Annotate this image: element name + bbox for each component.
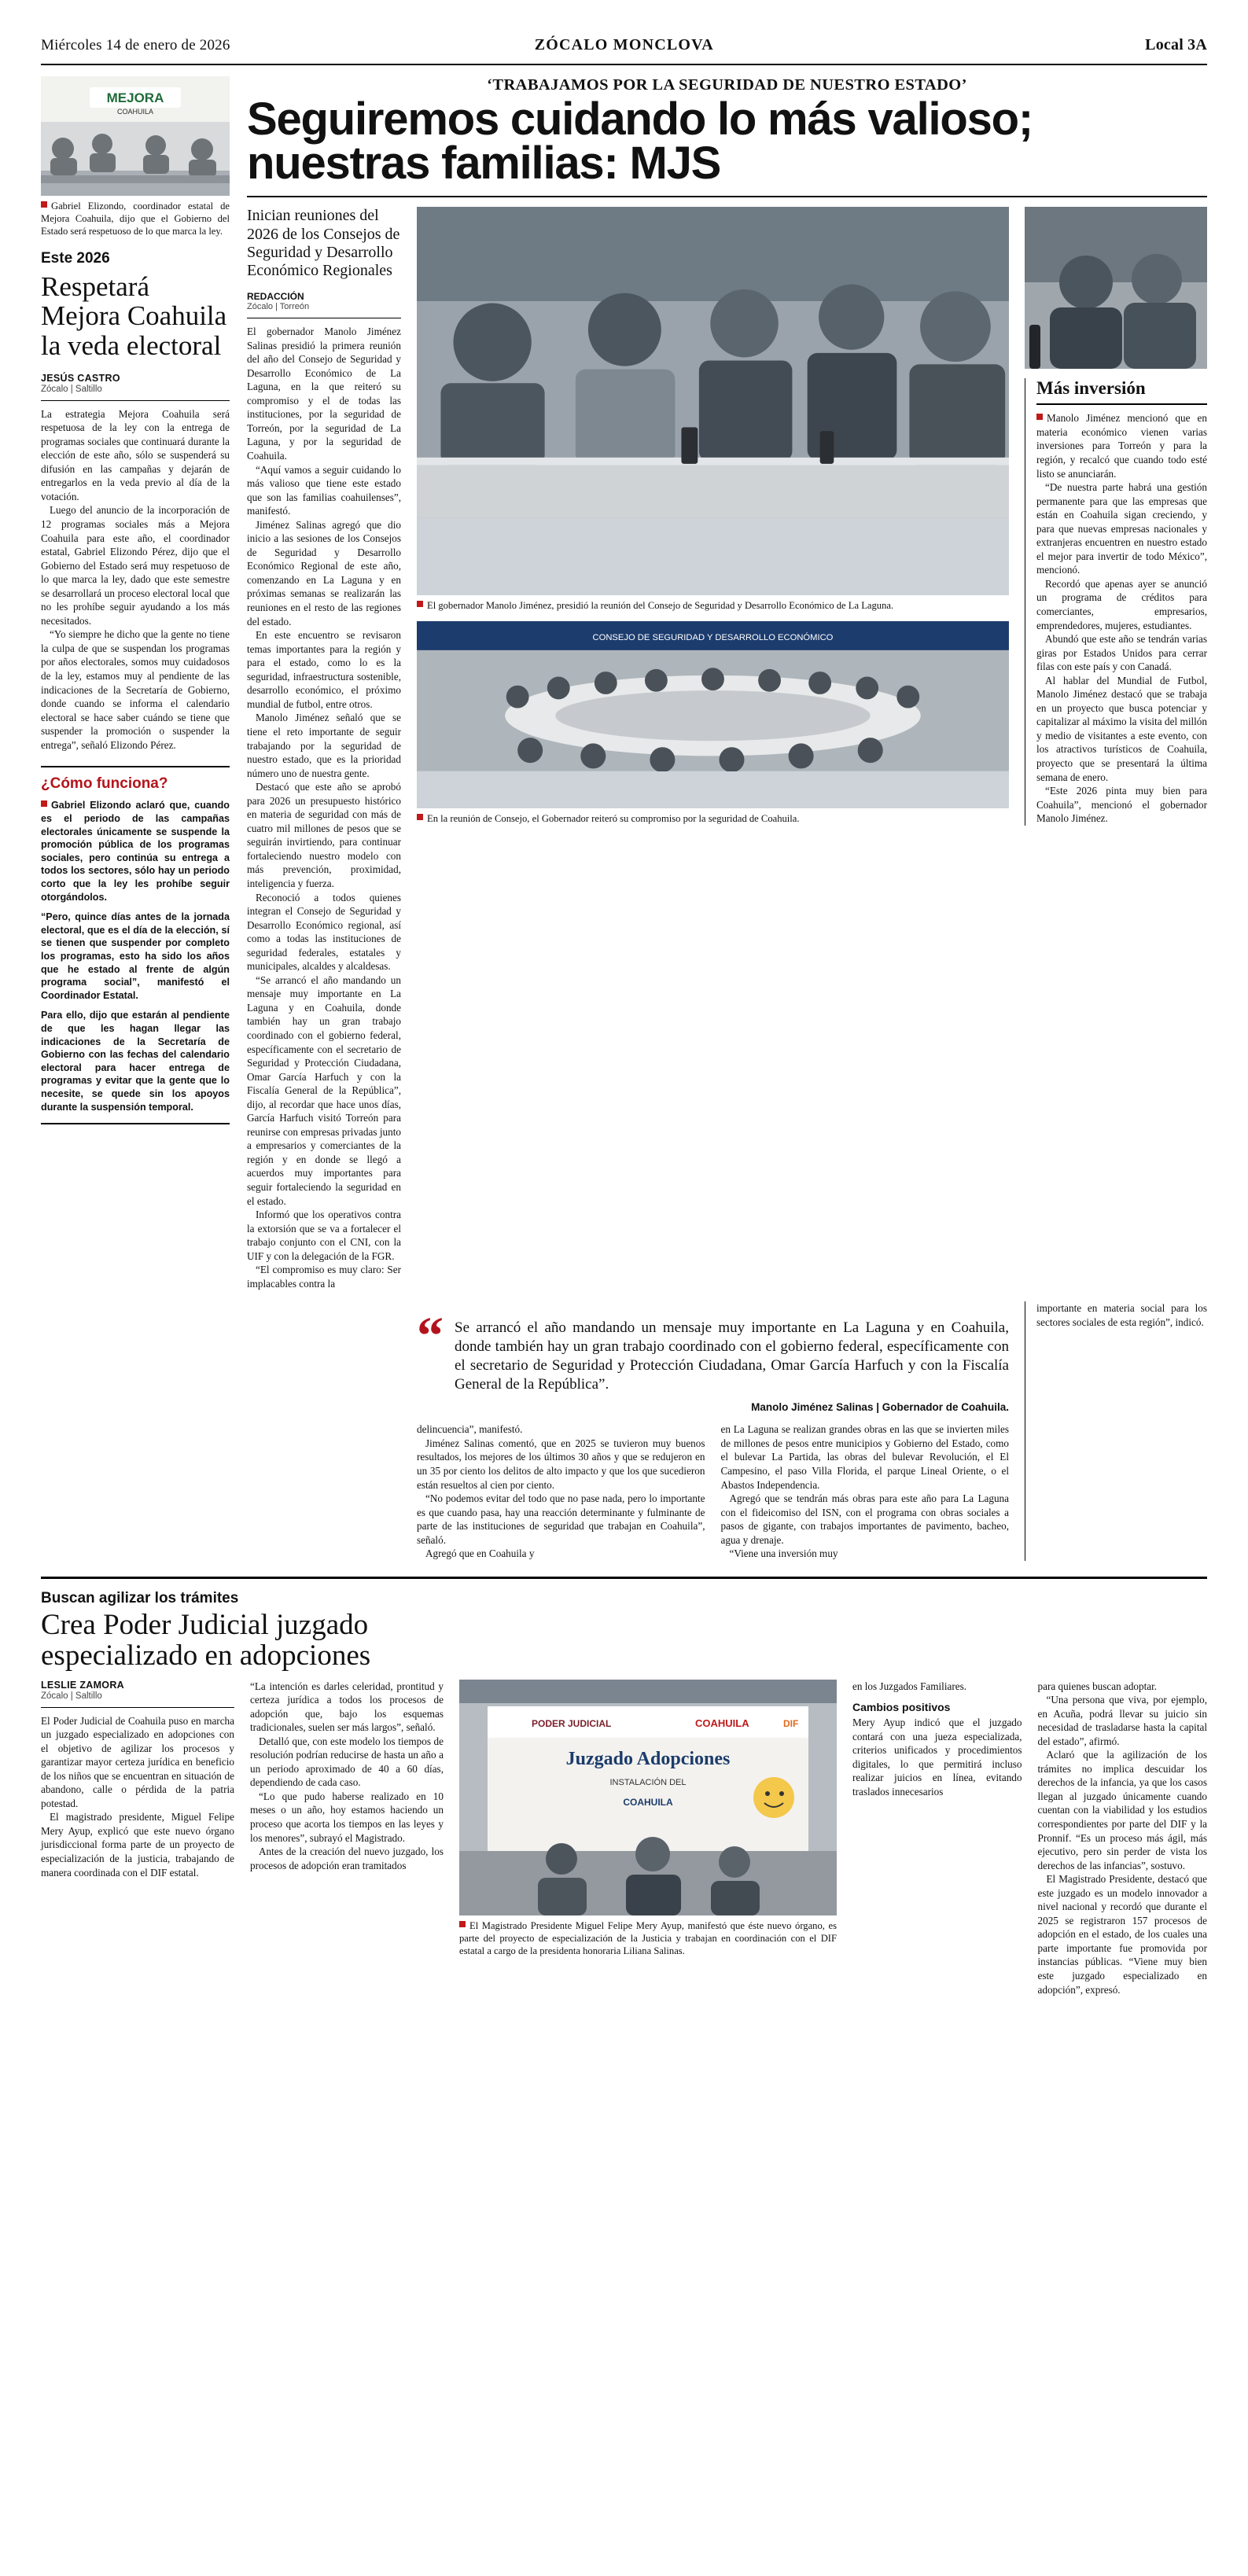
quote-mark-icon: “ (417, 1305, 444, 1366)
paragraph: El Poder Judicial de Coahuila puso en marcha un juzgado especializado en adopciones con el objetivo de agilizar los procesos y garantizar mayor certeza jurídica en beneficio de los niños que se encuentran en situación de abandono, calle o pérdida de la patria potestad. (41, 1714, 234, 1809)
paragraph: El magistrado presidente, Miguel Felipe Mery Ayup, explicó que este nuevo órgano jurisdiccional forma parte de un proyecto de especialización de la justicia, trabajando de manera coordinada con el DIF estatal. (41, 1811, 234, 1879)
top-section (41, 76, 1207, 1561)
photo-illustration (459, 1680, 837, 1915)
bottom-body2 (250, 1680, 444, 1873)
box-paragraph: “Pero, quince días antes de la jornada electoral, que es el día de la elección, sí se tienen que suspender por completo los programas, esto ha sido los años que he estado al frente de algún programa social”, manifestó el Coordinador Estatal. (41, 911, 230, 1001)
mejora-photo-caption: Gabriel Elizondo, coordinador estatal de Mejora Coahuila, dijo que el Gobierno del Estado será respetuoso de lo que marca la ley. (41, 201, 230, 237)
paragraph: Manolo Jiménez señaló que se tiene el reto importante de seguir trabajando por la seguridad de nuestro estado, que es la prioridad número uno de nuestra gente. (247, 712, 401, 779)
svg-text:MEJORA: MEJORA (106, 90, 164, 105)
main-lower-zone (247, 1301, 1207, 1560)
mas-inversion-sidebar (1025, 378, 1207, 825)
main-col1 (247, 325, 401, 1290)
paragraph: Aclaró que la agilización de los trámites no implica descuidar los derechos de la infancia, ya que los casos llegan al juzgado únicamente cuando cuentan con la viabilidad y los estudios correspondientes por parte del DIF y la Pronnif. “Es un proceso más ágil, más ejecutivo, pero sin perder de vista los derechos de las infancias”, sostuvo. (1037, 1749, 1207, 1871)
main-col-b (721, 1422, 1010, 1560)
paragraph: “Aquí vamos a seguir cuidando lo más valioso que tiene este estado que son las familias coahuilenses”, manifestó. (247, 463, 401, 517)
paragraph: “Este 2026 pinta muy bien para Coahuila”, mencionó el gobernador Manolo Jiménez. (1036, 785, 1207, 825)
masthead-rule (41, 64, 1207, 65)
bottom-headline: Crea Poder Judicial juzgado especializado en adopciones (41, 1608, 371, 1672)
svg-text:COAHUILA: COAHUILA (695, 1717, 749, 1729)
paragraph: La estrategia Mejora Coahuila será respetuosa de la ley con la entrega de programas sociales que continuará durante la elección de este año, sólo se suspenderá su difusión en las campañas y dejarán de entregarlos en la veda previo al día de la votación. (41, 407, 230, 502)
left-byline-sub: Zócalo | Saltillo (41, 384, 102, 394)
main-credit: REDACCIÓN (247, 291, 304, 303)
box-body (41, 799, 230, 1113)
left-byline: JESÚS CASTRO (41, 372, 120, 384)
masthead-publication: ZÓCALO MONCLOVA (534, 36, 714, 53)
paragraph: “Yo siempre he dicho que la gente no tiene la culpa de que se suspendan los programas por años electorales, somos muy cuidadosos de la ley, estamos muy al pendiente de las indicaciones de la Secretaría de Gobierno, donde cuando se informa el calendario electoral se hace saber cuándo se tiene que suspender la promoción o suspender la entrega”, señaló Elizondo Pérez. (41, 628, 230, 751)
main-headline: Seguiremos cuidando lo más valioso; nuestras familias: MJS (247, 94, 1033, 189)
paragraph: Jiménez Salinas agregó que dio inicio a las sesiones de los Consejos de Seguridad y Desarrollo Económico Regional de este año, comenzando en La Laguna y en próximas semanas se realizarán las reuniones en el resto de las regiones del estado. (247, 518, 401, 627)
main-photo2-caption: En la reunión de Consejo, el Gobernador reiteró su compromiso por la seguridad de Coahuila. (417, 812, 1009, 825)
sidebar-title: Más inversión (1036, 378, 1207, 405)
quote-attribution: Manolo Jiménez Salinas | Gobernador de Coahuila. (751, 1401, 1009, 1414)
main-top-zone (247, 207, 1207, 1290)
masthead (41, 36, 1207, 61)
paragraph: “De nuestra parte habrá una gestión permanente para que las empresas que están en Coahuila sigan creciendo, y para que nuevas empresas nacionales y extranjeras encuentren en nuestro estado el mejor para invertir de todo México”, mencionó. (1036, 481, 1207, 576)
paragraph: “El compromiso es muy claro: Ser implacables contra la (247, 1264, 401, 1290)
paragraph: Manolo Jiménez mencionó que en materia económico vienen varias inversiones para Torreón y para la región, y recalcó que cuando todo esté listo se anunciarán. (1036, 412, 1207, 480)
sidebar-tail (1025, 1301, 1207, 1560)
paragraph: El Magistrado Presidente, destacó que este juzgado es un modelo innovador a nivel nacional y recordó que durante el 2025 se registraron 157 procesos de adopción en el estado, de los cuales una parte importante fue promovida por instancias públicas. “Viene muy bien este juzgado especializado en adopción”, expresó. (1037, 1873, 1207, 1996)
svg-text:CONSEJO DE SEGURIDAD Y DESARRO: CONSEJO DE SEGURIDAD Y DESARROLLO ECONÓMICO (592, 633, 834, 643)
svg-text:COAHUILA: COAHUILA (116, 108, 154, 116)
left-divider (41, 400, 230, 401)
spacer-col (247, 1301, 401, 1560)
bottom-headline-block (41, 1590, 434, 1672)
svg-text:DIF: DIF (783, 1717, 799, 1729)
left-body (41, 407, 230, 753)
paragraph: Reconoció a todos quienes integran el Consejo de Seguridad y Desarrollo Económico regional, así como a todas las instituciones de seguridad federales, estatales y municipales, alcaldes y alcaldesas. (247, 891, 401, 973)
bottom-body4 (1038, 1680, 1208, 1997)
main-photo-col (417, 207, 1009, 1290)
photo-illustration (41, 76, 230, 196)
como-funciona-box (41, 766, 230, 1124)
paragraph: “Se arrancó el año mandando un mensaje muy importante en La Laguna y en Coahuila, donde también hay un gran trabajo coordinado con el gobierno federal, específicamente con el secretario de Seguridad y Protección Ciudadana, Omar García Harfuch y con la Fiscalía General de la República”, dijo, al recordar que hace unos días, García Harfuch visitó Torreón para reunirse con empresas privadas junto a empresarios y comerciantes de la región y en donde se llegó a acuerdos muy importantes para seguir fortaleciendo la seguridad en el estado. (247, 973, 401, 1207)
mejora-coahuila-photo (41, 76, 230, 196)
left-kicker: Este 2026 (41, 250, 110, 267)
bottom-body3 (852, 1680, 1022, 1694)
masthead-section: Local 3A (1145, 36, 1207, 53)
paragraph: Antes de la creación del nuevo juzgado, los procesos de adopción eran tramitados (250, 1846, 444, 1871)
bottom-col4 (1038, 1680, 1208, 1997)
left-headline: Respetará Mejora Coahuila la veda electoral (41, 271, 227, 361)
bottom-body3b (852, 1716, 1022, 1798)
main-bottom-cols (417, 1422, 1009, 1560)
paragraph: en La Laguna se realizan grandes obras en las que se invierten miles de millones de pesos entre municipios y Gobierno del Estado, como el bulevar La Partida, las obras del bulevar Revolución, el El Campesino, el paso Villa Florida, el parque Lineal Oriente, o el Abastos Independencia. (720, 1423, 1009, 1491)
quote-text: Se arrancó el año mandando un mensaje muy importante en La Laguna y en Coahuila, donde también hay un gran trabajo coordinado con el gobierno federal, específicamente con el secretario de Seguridad y Protección Ciudadana, Omar García Harfuch y con la Fiscalía General de la República”. (455, 1319, 1009, 1393)
svg-text:INSTALACIÓN DEL: INSTALACIÓN DEL (609, 1777, 687, 1787)
main-deck: Inician reuniones del 2026 de los Consejos de Seguridad y Desarrollo Económico Regionales (247, 207, 400, 279)
paragraph: “La intención es darles celeridad, prontitud y certeza jurídica a todos los procesos de adopción que, bajo los esquemas tradicionales, suelen ser más largos”, señaló. (250, 1680, 444, 1734)
paragraph: “Lo que pudo haberse realizado en 10 meses o un año, hoy estamos haciendo un proceso que acorta los tiempos en las leyes y los menores”, subrayó el Magistrado. (250, 1790, 444, 1844)
paragraph: Recordó que apenas ayer se anunció un programa de créditos para comerciantes, empresarios, emprendedores, mujeres, estudiantes. (1036, 577, 1207, 631)
main-sidebar-col (1025, 207, 1207, 1290)
paragraph: “Viene una inversión muy (729, 1547, 838, 1560)
paragraph: El gobernador Manolo Jiménez Salinas presidió la primera reunión del año del Consejo de Seguridad y Desarrollo Económico de La Laguna, en la que reiteró su compromiso y el de todas las instituciones, por la seguridad de Torreón, por la seguridad de La Laguna, y por la seguridad de Coahuila. (247, 326, 401, 462)
pull-quote (417, 1305, 1009, 1414)
paragraph: Luego del anuncio de la incorporación de 12 programas sociales más a Mejora Coahuila para este año, el coordinador estatal, Gabriel Elizondo Pérez, dijo que el Gobierno del Estado será muy respetuoso de lo que marca la ley, dado que este semestre se desarrollará un proceso electoral local que no les prohíbe seguir ayudando a los más necesitados. (41, 504, 230, 627)
main-photo1-caption: El gobernador Manolo Jiménez, presidió la reunión del Consejo de Seguridad y Desarrollo Económico de La Laguna. (417, 599, 1009, 612)
paragraph: Mery Ayup indicó que el juzgado contará con una jueza especializada, criterios unificados y procedimientos digitales, lo que permitirá incluso realizar juicios en línea, evitando traslados innecesarios (852, 1717, 1022, 1798)
paragraph: Al hablar del Mundial de Futbol, Manolo Jiménez destacó que se trabaja en un proyecto que busca potenciar y capitalizar al máximo la visita del millón y medio de visitantes a este evento, con los atractivos turísticos de Coahuila, proyecto que se presentará la última semana de enero. (1036, 674, 1207, 783)
svg-text:PODER JUDICIAL: PODER JUDICIAL (532, 1717, 612, 1729)
bullet-square-icon (1036, 414, 1043, 420)
bottom-photo-col (459, 1680, 837, 1997)
paragraph: delincuencia”, manifestó. (417, 1423, 523, 1436)
bottom-article (41, 1590, 1207, 1996)
paragraph: “Una persona que viva, por ejemplo, en Acuña, podrá llevar su juicio sin necesidad de trasladarse hasta la capital del estado”, afirmó. (1037, 1694, 1207, 1747)
masthead-date: Miércoles 14 de enero de 2026 (41, 37, 230, 53)
paragraph: En este encuentro se revisaron temas importantes para la región y para el estado, como lo es la seguridad, infraestructura sostenible, desarrollo económico, el próximo mundial de futbol, entre otros. (247, 629, 401, 710)
box-paragraph: Gabriel Elizondo aclaró que, cuando es el periodo de las campañas electorales únicamente se suspende la promoción pública de los programas sociales, pero continúa su entrega a todos los sectores, sólo hay un periodo corto que la ley les prohíbe seguir otorgándolos. (41, 800, 230, 903)
photo-illustration (1025, 207, 1207, 369)
photo-illustration (417, 207, 1009, 518)
paragraph: Agregó que se tendrán más obras para este año para La Laguna con el fideicomiso del ISN, con el programa con obras sociales a pasos de gigante, con trabajos importantes de pavimento, bacheo, agua y drenaje. (720, 1492, 1009, 1546)
main-left-col (247, 207, 401, 1290)
bullet-square-icon (41, 201, 47, 208)
bottom-byline-sub: Zócalo | Saltillo (41, 1691, 102, 1701)
quote-and-cols (417, 1301, 1009, 1560)
main-photo-panel (417, 207, 1009, 595)
council-photo-panel (417, 621, 1009, 808)
sidebar-tail-col (1025, 1301, 1207, 1560)
bottom-body1 (41, 1714, 234, 1880)
bottom-col3 (852, 1680, 1022, 1997)
paragraph: Abundó que este año se tendrán varias giras por Estados Unidos para cerrar filas con este país y con Canadá. (1036, 633, 1207, 673)
paragraph: Agregó que en Coahuila y (425, 1547, 535, 1560)
headline-rule (247, 196, 1207, 197)
left-column (41, 76, 230, 1561)
svg-text:Juzgado Adopciones: Juzgado Adopciones (565, 1748, 731, 1769)
bottom-byline: LESLIE ZAMORA (41, 1679, 124, 1691)
box-title: ¿Cómo funciona? (41, 775, 168, 793)
box-paragraph: Para ello, dijo que estarán al pendiente de que les hagan llegar las indicaciones de la Secretaría de Gobierno con las fechas del calendario electoral para hacer entrega de programas y evitar que la gente que lo necesite, se quede sin los apoyos durante la suspensión temporal. (41, 1010, 230, 1113)
main-eyebrow: ‘TRABAJAMOS POR LA SEGURIDAD DE NUESTRO ESTADO’ (487, 76, 967, 94)
bottom-col1 (41, 1680, 234, 1997)
paragraph: para quienes buscan adoptar. (1037, 1680, 1158, 1692)
svg-text:COAHUILA: COAHUILA (623, 1796, 673, 1808)
bullet-square-icon (417, 601, 423, 607)
bullet-square-icon (459, 1921, 466, 1927)
sidebar-body (1036, 411, 1207, 825)
paragraph: importante en materia social para los sectores sociales de esta región”, indicó. (1036, 1302, 1207, 1328)
main-col-a (417, 1422, 705, 1560)
paragraph: Informó que los operativos contra la extorsión que se va a fortalecer el trabajo conjunto con el CNI, con la UIF y con la delegación de la FGR. (247, 1209, 401, 1262)
bottom-divider (41, 1707, 234, 1708)
paragraph: en los Juzgados Familiares. (852, 1680, 967, 1692)
paragraph: “No podemos evitar del todo que no pase nada, pero lo importante es que cuando pasa, hay una reacción determinante y fulminante de parte de las instituciones de seguridad que trabajan en Coahuila”, señaló. (417, 1492, 705, 1546)
bottom-photo-caption: El Magistrado Presidente Miguel Felipe Mery Ayup, manifestó que éste nuevo órgano, es parte del proyecto de especialización de la Justicia y trabajan en coordinación con el DIF estatal a cargo de la presidenta honoraria Liliana Salinas. (459, 1919, 837, 1956)
bottom-subhead: Cambios positivos (852, 1701, 951, 1714)
photo-illustration (417, 621, 1009, 771)
paragraph: Detalló que, con este modelo los tiempos de resolución podrían reducirse de hasta un año a un periodo aproximado de 40 a 60 días, dependiendo de cada caso. (250, 1735, 444, 1789)
bottom-col2 (250, 1680, 444, 1997)
bottom-rule (41, 1577, 1207, 1579)
bottom-kicker: Buscan agilizar los trámites (41, 1589, 239, 1606)
paragraph: Jiménez Salinas comentó, que en 2025 se tuvieron muy buenos resultados, los mejores de los últimos 30 años y que se redujeron en un 35 por ciento los delitos de alto impacto y que los que sucedieron están resueltos al cien por ciento. (417, 1437, 705, 1491)
main-article (247, 76, 1207, 1561)
adopciones-photo (459, 1680, 837, 1915)
governor-photo (1025, 207, 1207, 369)
bullet-square-icon (417, 814, 423, 820)
paragraph: Destacó que este año se aprobó para 2026 un presupuesto histórico en materia de seguridad con más de cuatro mil millones de pesos que se seguirán invirtiendo, para continuar fortaleciendo nuestro modelo con más prevención, proximidad, inteligencia y fuerza. (247, 781, 401, 889)
bottom-grid (41, 1680, 1207, 1997)
main-credit-sub: Zócalo | Torreón (247, 302, 310, 312)
bullet-square-icon (41, 800, 47, 807)
